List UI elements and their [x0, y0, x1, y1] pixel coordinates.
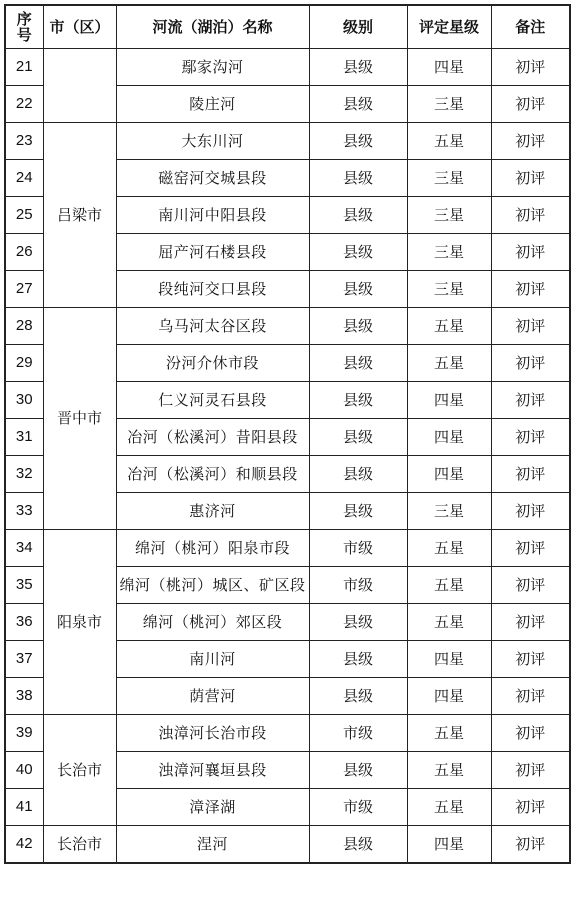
- cell-seq: 32: [5, 456, 43, 493]
- cell-note: 初评: [491, 345, 570, 382]
- cell-name: 汾河介休市段: [116, 345, 309, 382]
- cell-seq: 37: [5, 641, 43, 678]
- cell-stars: 五星: [407, 308, 491, 345]
- cell-level: 县级: [309, 752, 407, 789]
- table-body: [5, 49, 570, 864]
- cell-name: 绵河（桃河）阳泉市段: [116, 530, 309, 567]
- cell-note: 初评: [491, 197, 570, 234]
- cell-note: 初评: [491, 826, 570, 864]
- cell-stars: 三星: [407, 234, 491, 271]
- cell-level: 县级: [309, 604, 407, 641]
- cell-seq: 26: [5, 234, 43, 271]
- cell-level: 县级: [309, 345, 407, 382]
- cell-name: 浊漳河襄垣县段: [116, 752, 309, 789]
- cell-seq: 35: [5, 567, 43, 604]
- cell-stars: 四星: [407, 678, 491, 715]
- cell-level: 市级: [309, 567, 407, 604]
- cell-note: 初评: [491, 641, 570, 678]
- header-stars: 评定星级: [407, 5, 491, 49]
- cell-seq: 34: [5, 530, 43, 567]
- cell-level: 市级: [309, 715, 407, 752]
- cell-level: 县级: [309, 456, 407, 493]
- cell-city: 长治市: [43, 826, 116, 864]
- cell-city: 阳泉市: [43, 530, 116, 715]
- header-seq: [5, 5, 43, 49]
- table-row: [5, 826, 570, 864]
- cell-name: 涅河: [116, 826, 309, 864]
- cell-stars: 五星: [407, 345, 491, 382]
- cell-name: 绵河（桃河）郊区段: [116, 604, 309, 641]
- header-city: 市（区）: [43, 5, 116, 49]
- cell-seq: 39: [5, 715, 43, 752]
- cell-level: 县级: [309, 308, 407, 345]
- cell-note: 初评: [491, 234, 570, 271]
- cell-city: [43, 49, 116, 123]
- cell-name: 浊漳河长治市段: [116, 715, 309, 752]
- table-row: [5, 530, 570, 567]
- cell-seq: 40: [5, 752, 43, 789]
- cell-note: 初评: [491, 456, 570, 493]
- cell-stars: 五星: [407, 123, 491, 160]
- cell-note: 初评: [491, 271, 570, 308]
- cell-note: 初评: [491, 419, 570, 456]
- cell-stars: 三星: [407, 271, 491, 308]
- cell-stars: 五星: [407, 789, 491, 826]
- table-row: [5, 49, 570, 86]
- cell-seq: 27: [5, 271, 43, 308]
- cell-city: 长治市: [43, 715, 116, 826]
- cell-seq: 29: [5, 345, 43, 382]
- river-rating-table: [4, 4, 571, 864]
- header-note: 备注: [491, 5, 570, 49]
- cell-stars: 四星: [407, 49, 491, 86]
- cell-stars: 三星: [407, 160, 491, 197]
- cell-level: 县级: [309, 234, 407, 271]
- cell-level: 县级: [309, 678, 407, 715]
- cell-seq: 41: [5, 789, 43, 826]
- cell-stars: 五星: [407, 530, 491, 567]
- cell-city: 晋中市: [43, 308, 116, 530]
- cell-level: 市级: [309, 530, 407, 567]
- cell-note: 初评: [491, 530, 570, 567]
- cell-name: 鄢家沟河: [116, 49, 309, 86]
- cell-name: 南川河: [116, 641, 309, 678]
- cell-stars: 四星: [407, 419, 491, 456]
- cell-name: 惠济河: [116, 493, 309, 530]
- cell-seq: 31: [5, 419, 43, 456]
- cell-note: 初评: [491, 789, 570, 826]
- cell-seq: 28: [5, 308, 43, 345]
- cell-seq: 30: [5, 382, 43, 419]
- cell-stars: 四星: [407, 641, 491, 678]
- cell-seq: 38: [5, 678, 43, 715]
- cell-note: 初评: [491, 567, 570, 604]
- cell-seq: 36: [5, 604, 43, 641]
- cell-level: 县级: [309, 493, 407, 530]
- table-row: [5, 123, 570, 160]
- header-level: 级别: [309, 5, 407, 49]
- header-seq-line1: 序: [16, 9, 32, 28]
- cell-stars: 三星: [407, 197, 491, 234]
- cell-note: 初评: [491, 752, 570, 789]
- cell-level: 县级: [309, 826, 407, 864]
- cell-note: 初评: [491, 86, 570, 123]
- cell-name: 乌马河太谷区段: [116, 308, 309, 345]
- cell-name: 漳泽湖: [116, 789, 309, 826]
- cell-stars: 四星: [407, 826, 491, 864]
- cell-level: 县级: [309, 271, 407, 308]
- cell-name: 屈产河石楼县段: [116, 234, 309, 271]
- cell-seq: 22: [5, 86, 43, 123]
- cell-level: 县级: [309, 49, 407, 86]
- cell-seq: 25: [5, 197, 43, 234]
- cell-name: 绵河（桃河）城区、矿区段: [116, 567, 309, 604]
- cell-level: 县级: [309, 160, 407, 197]
- cell-level: 县级: [309, 641, 407, 678]
- cell-seq: 24: [5, 160, 43, 197]
- cell-stars: 三星: [407, 86, 491, 123]
- cell-name: 磁窑河交城县段: [116, 160, 309, 197]
- cell-note: 初评: [491, 123, 570, 160]
- table-row: [5, 308, 570, 345]
- cell-level: 市级: [309, 789, 407, 826]
- cell-name: 陵庄河: [116, 86, 309, 123]
- cell-seq: 23: [5, 123, 43, 160]
- cell-note: 初评: [491, 160, 570, 197]
- cell-name: 仁义河灵石县段: [116, 382, 309, 419]
- cell-stars: 五星: [407, 567, 491, 604]
- cell-note: 初评: [491, 308, 570, 345]
- cell-city: 吕梁市: [43, 123, 116, 308]
- cell-note: 初评: [491, 382, 570, 419]
- cell-stars: 四星: [407, 456, 491, 493]
- table-header-row: [5, 5, 570, 49]
- cell-name: 冶河（松溪河）和顺县段: [116, 456, 309, 493]
- cell-note: 初评: [491, 678, 570, 715]
- cell-seq: 21: [5, 49, 43, 86]
- cell-note: 初评: [491, 604, 570, 641]
- cell-stars: 四星: [407, 382, 491, 419]
- cell-level: 县级: [309, 123, 407, 160]
- cell-stars: 五星: [407, 604, 491, 641]
- header-seq-line2: 号: [16, 26, 32, 44]
- cell-seq: 42: [5, 826, 43, 864]
- cell-name: 荫营河: [116, 678, 309, 715]
- cell-stars: 五星: [407, 715, 491, 752]
- cell-name: 南川河中阳县段: [116, 197, 309, 234]
- table-row: [5, 715, 570, 752]
- cell-stars: 五星: [407, 752, 491, 789]
- cell-note: 初评: [491, 715, 570, 752]
- cell-note: 初评: [491, 493, 570, 530]
- cell-stars: 三星: [407, 493, 491, 530]
- cell-note: 初评: [491, 49, 570, 86]
- header-name: 河流（湖泊）名称: [116, 5, 309, 49]
- cell-level: 县级: [309, 86, 407, 123]
- cell-name: 大东川河: [116, 123, 309, 160]
- cell-name: 段纯河交口县段: [116, 271, 309, 308]
- cell-level: 县级: [309, 382, 407, 419]
- cell-level: 县级: [309, 197, 407, 234]
- cell-level: 县级: [309, 419, 407, 456]
- cell-name: 冶河（松溪河）昔阳县段: [116, 419, 309, 456]
- cell-seq: 33: [5, 493, 43, 530]
